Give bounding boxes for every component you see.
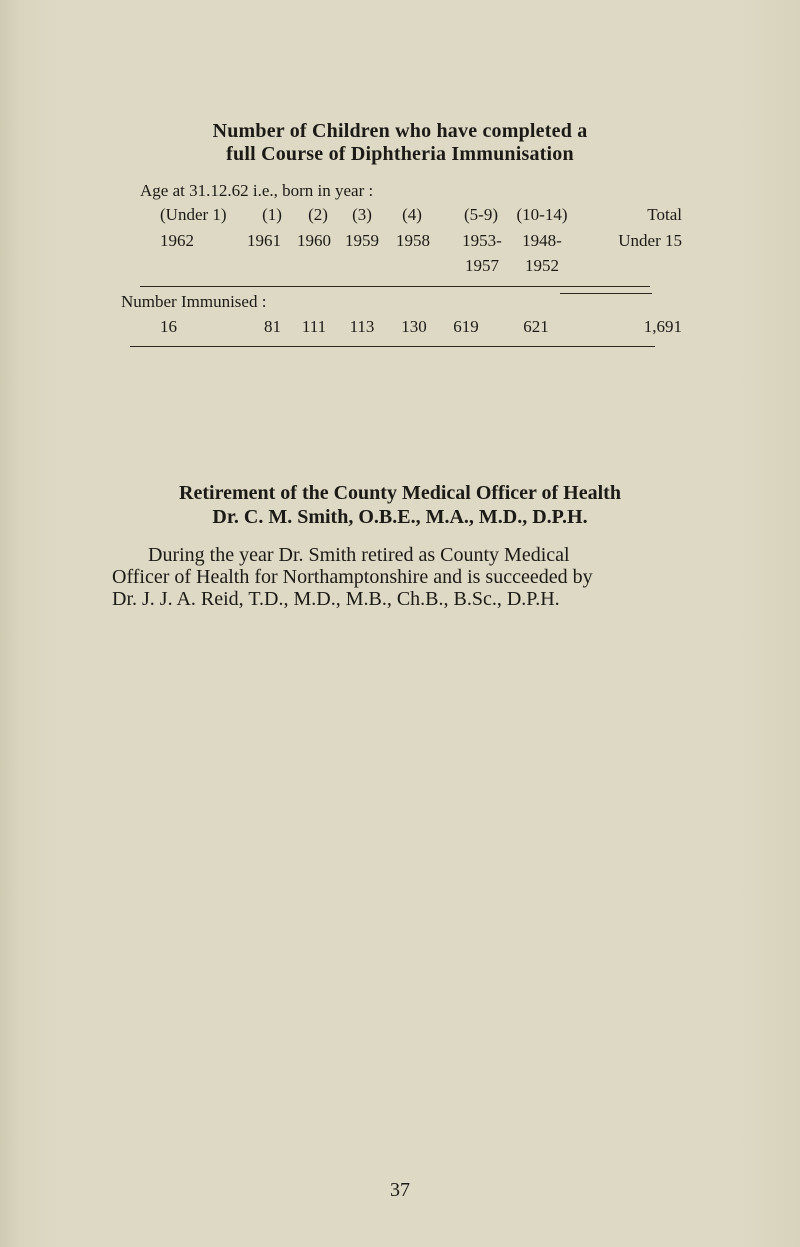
col-header-4: (4): [402, 205, 422, 224]
col-header-3: (3): [352, 205, 372, 224]
col-header-5-9: (5-9): [464, 205, 498, 224]
value-1: 81: [264, 317, 281, 336]
value-10-14: 621: [523, 317, 549, 336]
value-2: 111: [301, 317, 327, 336]
retirement-paragraph-line-3: Dr. J. J. A. Reid, T.D., M.D., M.B., Ch.B., B.Sc., D.P.H.: [112, 588, 560, 610]
col-year-under-1: 1962: [160, 231, 194, 250]
page-number: 37: [390, 1179, 410, 1201]
col-year2-10-14: 1952: [525, 256, 559, 275]
col-year-total: Under 15: [618, 231, 682, 250]
col-year-4: 1958: [396, 231, 430, 250]
table-title-line-1: Number of Children who have completed a: [212, 120, 588, 142]
table-title-line-2: full Course of Diphtheria Immunisation: [226, 143, 574, 165]
col-header-10-14: (10-14): [516, 205, 568, 224]
value-under-1: 16: [160, 317, 177, 336]
value-4: 130: [401, 317, 427, 336]
age-label: Age at 31.12.62 i.e., born in year :: [140, 181, 374, 200]
col-year2-5-9: 1957: [465, 256, 499, 275]
value-5-9: 619: [453, 317, 479, 336]
col-year-3: 1959: [345, 231, 379, 250]
col-header-under-1: (Under 1): [160, 205, 227, 224]
retirement-title-line-2: Dr. C. M. Smith, O.B.E., M.A., M.D., D.P.H.: [212, 506, 588, 528]
retirement-title-line-1: Retirement of the County Medical Officer of Health: [179, 482, 621, 504]
col-header-1: (1): [262, 205, 282, 224]
col-year-1: 1961: [247, 231, 281, 250]
value-3: 113: [349, 317, 375, 336]
immunised-rule: [560, 293, 652, 294]
table-bottom-rule: [130, 346, 655, 347]
header-rule: [140, 286, 650, 287]
col-year-10-14: 1948-: [522, 231, 562, 250]
value-total: 1,691: [643, 317, 682, 336]
col-header-2: (2): [308, 205, 328, 224]
col-year-2: 1960: [297, 231, 331, 250]
col-header-total: Total: [647, 205, 682, 224]
retirement-paragraph-line-1: During the year Dr. Smith retired as County Medical: [148, 544, 570, 566]
col-year-5-9: 1953-: [462, 231, 502, 250]
retirement-paragraph-line-2: Officer of Health for Northamptonshire and is succeeded by: [112, 566, 593, 588]
immunised-label: Number Immunised :: [121, 292, 267, 311]
